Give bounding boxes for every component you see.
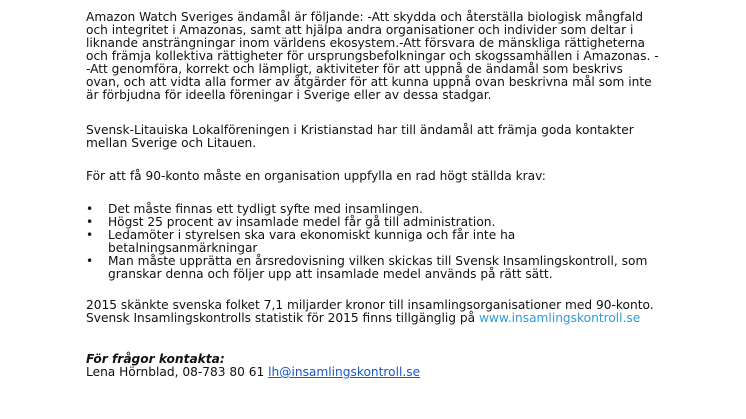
insamlingskontroll-link[interactable]: www.insamlingskontroll.se — [478, 311, 641, 325]
list-item-text: granskar denna och följer upp att insamlade medel används på rätt sätt. — [108, 267, 553, 281]
contact-email-link[interactable]: lh@insamlingskontroll.se — [268, 365, 421, 379]
contact-section — [86, 353, 746, 379]
text-line: och främja kollektiva rättigheter för ursprungsbefolkningar och skogssamhällen i Amazonas. - — [86, 49, 659, 63]
paragraph-svensk-litauiska — [86, 124, 746, 150]
bullet-icon: • — [86, 228, 94, 242]
list-item — [86, 229, 746, 255]
contact-line — [86, 366, 746, 379]
bullet-icon: • — [86, 254, 94, 268]
contact-heading: För frågor kontakta: — [86, 352, 225, 366]
contact-person: Lena Hörnblad, 08-783 80 61 — [86, 365, 269, 379]
text-line: och integritet i Amazonas, samt att hjälpa andra organisationer och individer som deltar i — [86, 23, 634, 37]
list-item-text: Ledamöter i styrelsen ska vara ekonomiskt kunniga och får inte ha — [108, 228, 516, 242]
list-item-text: betalningsanmärkningar — [108, 241, 258, 255]
text-line-with-link — [86, 312, 746, 325]
text-line: är förbjudna för ideella föreningar i Sverige eller av dessa stadgar. — [86, 88, 492, 102]
paragraph-statistics — [86, 299, 746, 325]
statistics-prefix: Svensk Insamlingskontrolls statistik för 2015 finns tillgänglig på — [86, 311, 479, 325]
text-line: -Att genomföra, korrekt och lämpligt, aktiviteter för att uppnå de ändamål som beskrivs — [86, 62, 623, 76]
paragraph-amazon-watch — [86, 11, 746, 102]
list-item — [86, 255, 746, 281]
text-line: Svensk-Litauiska Lokalföreningen i Kristianstad har till ändamål att främja goda kontakter — [86, 123, 634, 137]
text-line: liknande ansträngningar inom världens ekosystem.-Att försvara de mänskliga rättigheterna — [86, 36, 646, 50]
text-line: 2015 skänkte svenska folket 7,1 miljarder kronor till insamlingsorganisationer med 90-konto. — [86, 298, 654, 312]
text-line: För att få 90-konto måste en organisation uppfylla en rad högt ställda krav: — [86, 169, 546, 183]
bullet-icon: • — [86, 202, 94, 216]
text-line: mellan Sverige och Litauen. — [86, 136, 257, 150]
text-line: ovan, och att vidta alla former av åtgärder för att kunna uppnå ovan beskrivna mål som inte — [86, 75, 652, 89]
requirements-list — [86, 203, 746, 281]
list-item-text: Högst 25 procent av insamlade medel får gå till administration. — [108, 215, 496, 229]
bullet-icon: • — [86, 215, 94, 229]
list-item-text: Det måste finnas ett tydligt syfte med insamlingen. — [108, 202, 423, 216]
list-item-text: Man måste upprätta en årsredovisning vilken skickas till Svensk Insamlingskontroll, som — [108, 254, 648, 268]
paragraph-requirements-intro — [86, 170, 746, 183]
document-body — [86, 11, 746, 379]
text-line: Amazon Watch Sveriges ändamål är följande: -Att skydda och återställa biologisk mångfald — [86, 10, 643, 24]
